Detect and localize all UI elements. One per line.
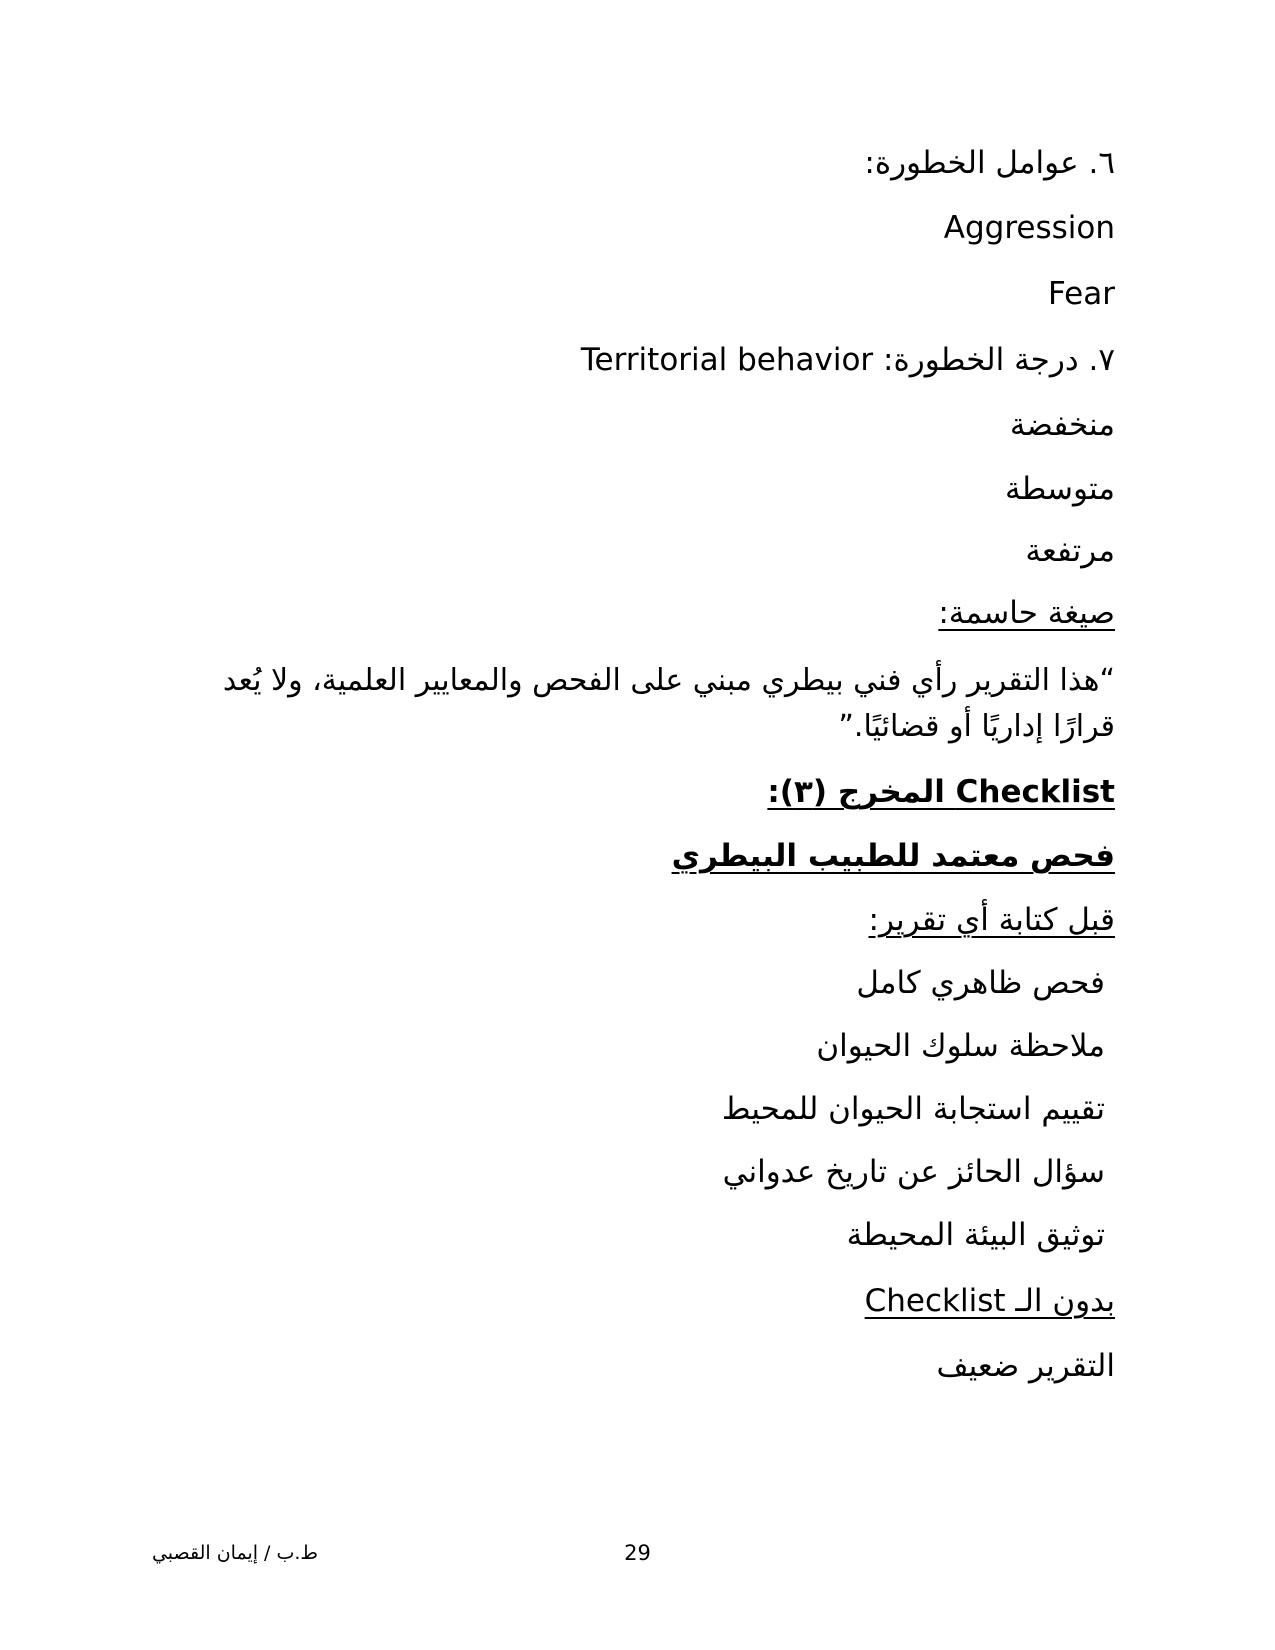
without-checklist-heading: بدون الـ Checklist bbox=[864, 1283, 1115, 1319]
risk-level-item: مرتفعة bbox=[1025, 533, 1115, 569]
footer-author: ط.ب / إيمان القصبي bbox=[151, 1542, 318, 1564]
risk-factors-heading: ٦. عوامل الخطورة: bbox=[864, 145, 1115, 181]
risk-level-item: متوسطة bbox=[1005, 471, 1115, 507]
checklist-item: ملاحظة سلوك الحيوان bbox=[816, 1028, 1105, 1064]
checklist-before-heading: قبل كتابة أي تقرير: bbox=[868, 902, 1115, 938]
checklist-item: توثيق البيئة المحيطة bbox=[846, 1217, 1105, 1253]
risk-factor-item: Fear bbox=[1048, 276, 1115, 312]
decisive-wording-heading: صيغة حاسمة: bbox=[938, 595, 1115, 631]
page-number: 29 bbox=[624, 1541, 651, 1565]
checklist-item: سؤال الحائز عن تاريخ عدواني bbox=[722, 1154, 1105, 1190]
risk-level-item: منخفضة bbox=[1009, 407, 1115, 443]
checklist-subheading: فحص معتمد للطبيب البيطري bbox=[671, 838, 1115, 874]
checklist-item: فحص ظاهري كامل bbox=[856, 965, 1105, 1001]
checklist-heading: Checklist المخرج (٣): bbox=[767, 774, 1115, 810]
risk-factor-item: Aggression bbox=[943, 210, 1115, 246]
checklist-item: تقييم استجابة الحيوان للمحيط bbox=[721, 1091, 1105, 1127]
risk-degree-heading: ٧. درجة الخطورة: Territorial behavior bbox=[580, 342, 1115, 378]
decisive-wording-text: “هذا التقرير رأي فني بيطري مبني على الفحص والمعايير العلمية، ولا يُعد قرارًا إداريًا أو قضائيًا.” bbox=[222, 663, 1115, 744]
without-checklist-result: التقرير ضعيف bbox=[936, 1348, 1115, 1384]
